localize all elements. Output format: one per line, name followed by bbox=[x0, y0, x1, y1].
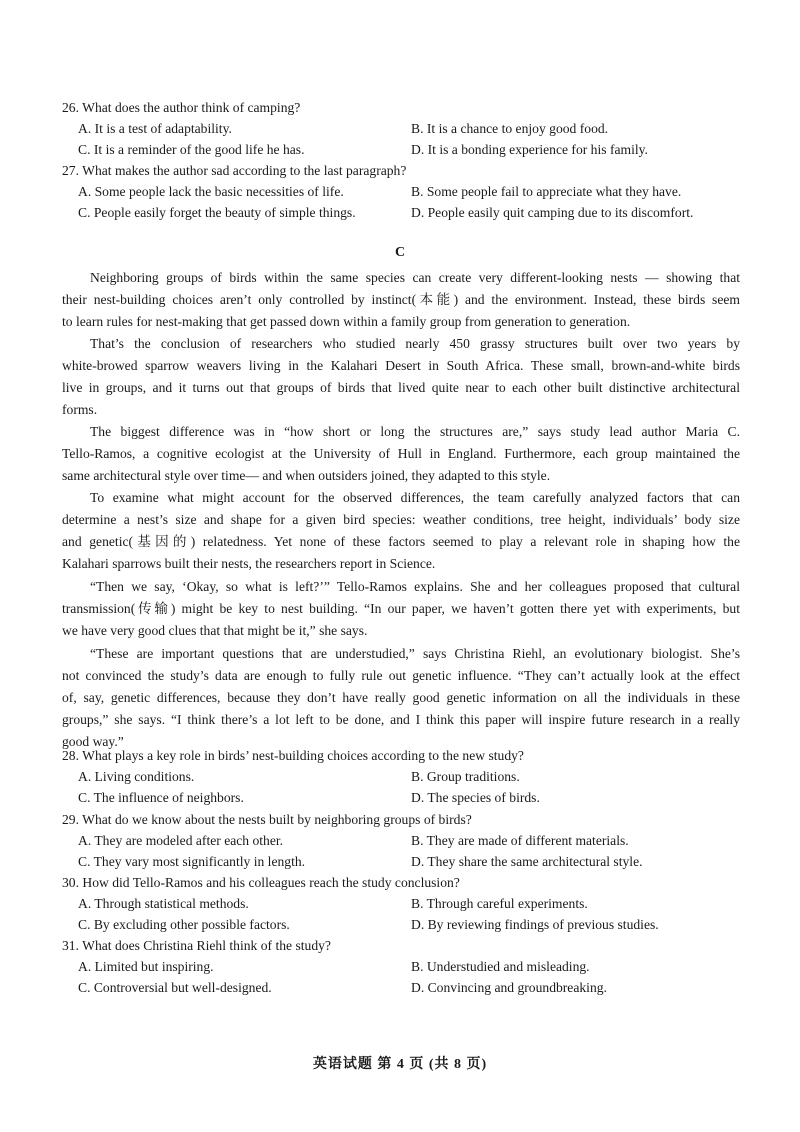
paragraph-line: Kalahari sparrows built their nests, the researchers report in Science. bbox=[62, 556, 436, 571]
answer-option: A. Limited but inspiring. bbox=[78, 959, 214, 974]
paragraph-line: That’s the conclusion of researchers who studied nearly 450 grassy structures built over two years by bbox=[90, 336, 740, 351]
answer-option: D. They share the same architectural style. bbox=[411, 854, 643, 869]
paragraph-line: “Then we say, ‘Okay, so what is left?’” Tello-Ramos explains. She and her colleagues proposed that cultural bbox=[90, 579, 740, 594]
answer-option: C. People easily forget the beauty of simple things. bbox=[78, 205, 356, 220]
answer-option: B. Group traditions. bbox=[411, 769, 520, 784]
answer-option: A. It is a test of adaptability. bbox=[78, 121, 232, 136]
paragraph-line: white-browed sparrow weavers living in the Kalahari Desert in South Africa. These small, brown-and-white birds bbox=[62, 358, 740, 373]
paragraph-line: determine a nest’s size and shape for a given bird species: weather conditions, tree height, individuals’ body size bbox=[62, 512, 740, 527]
paragraph-line: their nest-building choices aren’t only controlled by instinct(本能) and the environment. Instead, these birds seem bbox=[62, 292, 740, 307]
paragraph-line: of, say, genetic differences, because they don’t have really good genetic information on all the individuals in these bbox=[62, 690, 740, 705]
answer-option: B. Some people fail to appreciate what they have. bbox=[411, 184, 682, 199]
passage-paragraph bbox=[62, 643, 740, 753]
answer-option: C. By excluding other possible factors. bbox=[78, 917, 290, 932]
paragraph-line: and genetic(基因的) relatedness. Yet none of these factors seemed to play a relevant role in shaping how the bbox=[62, 534, 740, 549]
answer-option: C. Controversial but well-designed. bbox=[78, 980, 272, 995]
answer-option: B. Through careful experiments. bbox=[411, 896, 588, 911]
answer-option: B. They are made of different materials. bbox=[411, 833, 629, 848]
passage-paragraph bbox=[62, 267, 740, 333]
paragraph-line: Neighboring groups of birds within the same species can create very different-looking nests — showing that bbox=[90, 270, 740, 285]
answer-option: C. They vary most significantly in length. bbox=[78, 854, 306, 869]
answer-option: D. People easily quit camping due to its discomfort. bbox=[411, 205, 694, 220]
answer-option: D. Convincing and groundbreaking. bbox=[411, 980, 607, 995]
answer-option: D. The species of birds. bbox=[411, 790, 540, 805]
question-stem: 27. What makes the author sad according to the last paragraph? bbox=[62, 163, 407, 178]
paragraph-line: groups,” she says. “I think there’s a lot left to be done, and I think this paper will inspire future research in a really bbox=[62, 712, 740, 727]
answer-option: A. Some people lack the basic necessities of life. bbox=[78, 184, 344, 199]
paragraph-line: not convinced the study’s data are enough to fully rule out genetic influence. “They can’t actually look at the effect bbox=[62, 668, 740, 683]
answer-option: D. It is a bonding experience for his family. bbox=[411, 142, 648, 157]
paragraph-line: transmission(传输) might be key to nest building. “In our paper, we haven’t gotten there yet with experiments, but bbox=[62, 601, 740, 616]
paragraph-line: Tello-Ramos, a cognitive ecologist at the University of Hull in England. Furthermore, each group maintained the bbox=[62, 446, 740, 461]
passage-paragraph bbox=[62, 421, 740, 487]
answer-option: A. They are modeled after each other. bbox=[78, 833, 284, 848]
paragraph-line: forms. bbox=[62, 402, 98, 417]
question-stem: 29. What do we know about the nests built by neighboring groups of birds? bbox=[62, 812, 472, 827]
answer-option: C. The influence of neighbors. bbox=[78, 790, 244, 805]
answer-option: A. Living conditions. bbox=[78, 769, 195, 784]
section-heading: C bbox=[394, 245, 406, 260]
question-stem: 28. What plays a key role in birds’ nest-building choices according to the new study? bbox=[62, 748, 524, 763]
passage-paragraph bbox=[62, 333, 740, 421]
paragraph-line: To examine what might account for the observed differences, the team carefully analyzed factors that can bbox=[90, 490, 740, 505]
question-stem: 26. What does the author think of camping? bbox=[62, 100, 301, 115]
answer-option: B. Understudied and misleading. bbox=[411, 959, 590, 974]
paragraph-line: “These are important questions that are understudied,” says Christina Riehl, an evolutionary biologist. She’s bbox=[90, 646, 740, 661]
question-stem: 30. How did Tello-Ramos and his colleagues reach the study conclusion? bbox=[62, 875, 460, 890]
answer-option: D. By reviewing findings of previous studies. bbox=[411, 917, 659, 932]
answer-option: B. It is a chance to enjoy good food. bbox=[411, 121, 609, 136]
paragraph-line: live in groups, and it turns out that groups of birds that lived quite near to each other built distinctive architectural bbox=[62, 380, 740, 395]
answer-option: C. It is a reminder of the good life he has. bbox=[78, 142, 305, 157]
paragraph-line: The biggest difference was in “how short or long the structures are,” says study lead author Maria C. bbox=[90, 424, 740, 439]
paragraph-line: good way.” bbox=[62, 734, 124, 749]
passage-paragraph bbox=[62, 487, 740, 575]
paragraph-line: to learn rules for nest-making that get passed down within a family group from generation to generation. bbox=[62, 314, 631, 329]
answer-option: A. Through statistical methods. bbox=[78, 896, 249, 911]
passage-paragraph bbox=[62, 576, 740, 642]
page-footer: 英语试题 第 4 页 (共 8 页) bbox=[312, 1057, 488, 1072]
question-stem: 31. What does Christina Riehl think of the study? bbox=[62, 938, 331, 953]
paragraph-line: same architectural style over time— and when outsiders joined, they adapted to this style. bbox=[62, 468, 551, 483]
paragraph-line: we have very good clues that that might be it,” she says. bbox=[62, 623, 368, 638]
